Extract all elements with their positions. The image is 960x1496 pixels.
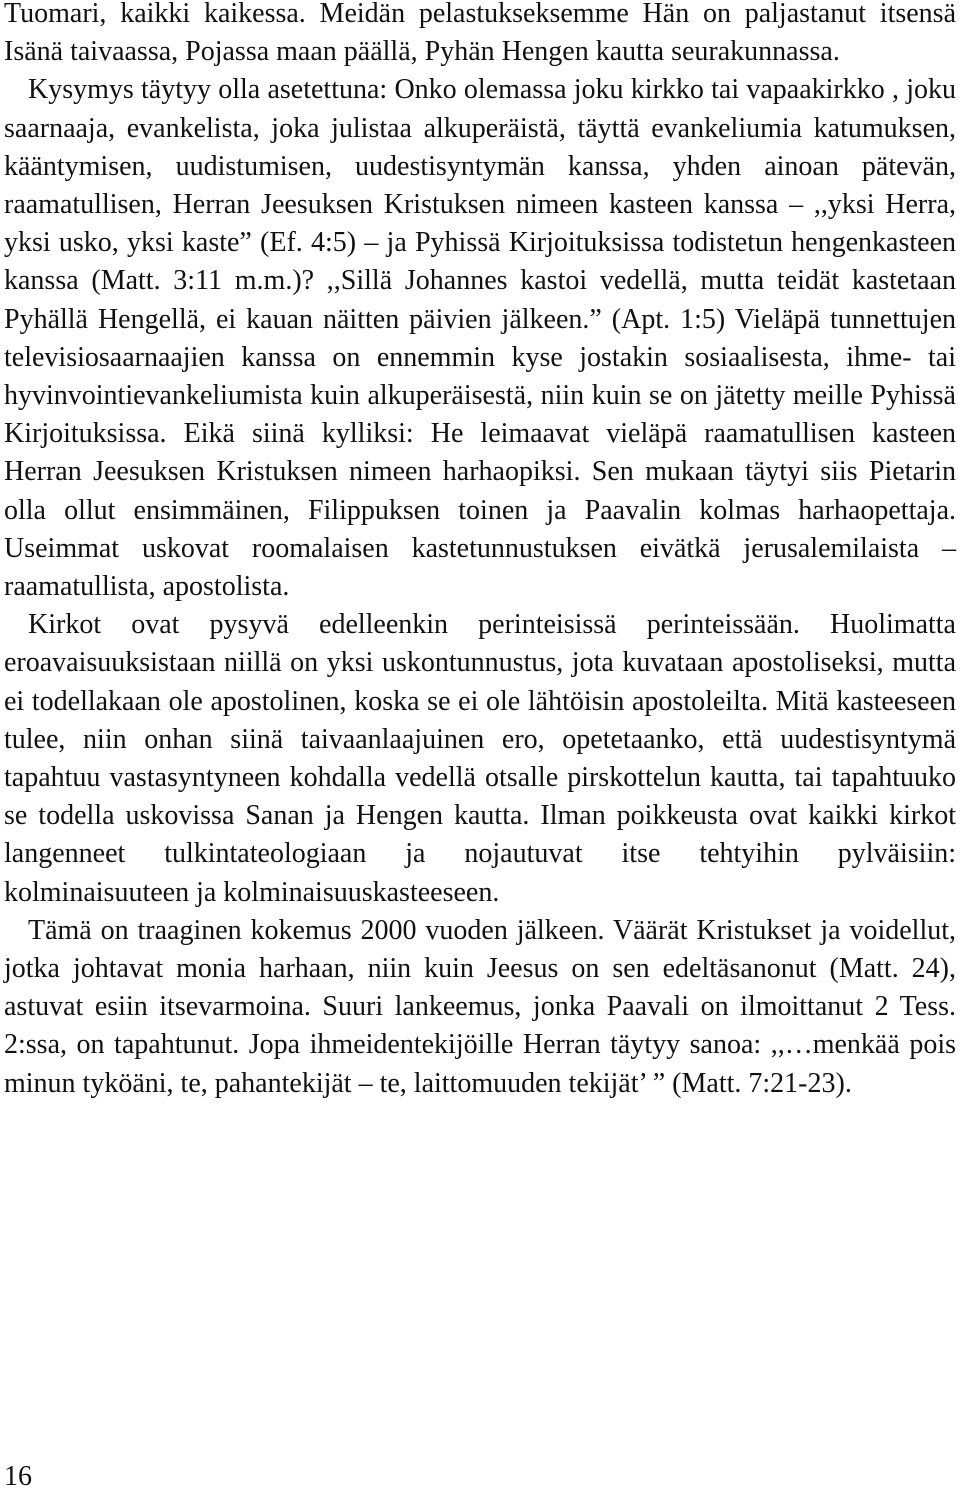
paragraph-kysymys: Kysymys täytyy olla asetettuna: Onko olemassa joku kirkko tai vapaakirkko , joku saarnaaja, evankelista, joka julistaa alkuperäistä, täyttä evankeliumia katumuksen, kääntymisen, uudistumisen, uudestisyntymän kanssa, yhden ainoan pätevän, raamatullisen, Herran Jeesuksen Kristuksen nimeen kasteen kanssa – ,,yksi Herra, yksi usko, yksi kaste” (Ef. 4:5) – ja Pyhissä Kirjoituksissa todistetun hengenkasteen kanssa (Matt. 3:11 m.m.)? ,,Sillä Johannes kastoi vedellä, mutta teidät kastetaan Pyhällä Hengellä, ei kauan näitten päivien jälkeen.” (Apt. 1:5) Vieläpä tunnettujen televisiosaarnaajien kanssa on ennemmin kyse jostakin sosiaalisesta, ihme- tai hyvinvointievankeliumista kuin alkuperäisestä, niin kuin se on jätetty meille Pyhissä Kirjoituksissa. Eikä siinä kylliksi: He leimaavat vieläpä raamatullisen kasteen Herran Jeesuksen Kristuksen nimeen harhaopiksi. Sen mukaan täytyi siis Pietarin olla ollut ensimmäinen, Filippuksen toinen ja Paavalin kolmas harhaopettaja. Useimmat uskovat roomalaisen kastetunnustuksen eivätkä jerusalemilaista – raamatullista, apostolista. <box>4 74 956 603</box>
paragraph-kirkot: Kirkot ovat pysyvä edelleenkin perinteisissä perinteissään. Huolimatta eroavaisuuksistaan niillä on yksi uskontunnustus, jota kuvataan apostoliseksi, mutta ei todellakaan ole apostolinen, koska se ei ole lähtöisin apostoleilta. Mitä kasteeseen tulee, niin onhan siinä taivaanlaajuinen ero, opetetaanko, että uudestisyntymä tapahtuu vastasyntyneen kohdalla vedellä otsalle pirskottelun kautta, tai tapahtuuko se todella uskovissa Sanan ja Hengen kautta. Ilman poikkeusta ovat kaikki kirkot langenneet tulkintateologiaan ja nojautuvat itse tehtyihin pylväisiin: kolminaisuuteen ja kolminaisuuskasteeseen. <box>4 609 956 908</box>
document-page <box>4 0 956 1496</box>
paragraph-traaginen: Tämä on traaginen kokemus 2000 vuoden jälkeen. Väärät Kristukset ja voidellut, jotka johtavat monia harhaan, niin kuin Jeesus on sen edeltäsanonut (Matt. 24), astuvat esiin itsevarmoina. Suuri lankeemus, jonka Paavali on ilmoittanut 2 Tess. 2:ssa, on tapahtunut. Jopa ihmeidentekijöille Herran täytyy sanoa: ,,…menkää pois minun tyköäni, te, pahantekijät – te, laittomuuden tekijät’ ” (Matt. 7:21-23). <box>4 914 956 1099</box>
body-text <box>4 0 956 1103</box>
paragraph-continuation: Tuomari, kaikki kaikessa. Meidän pelastukseksemme Hän on paljastanut itsensä Isänä taivaassa, Pojassa maan päällä, Pyhän Hengen kautta seurakunnassa. <box>4 0 956 68</box>
page-number: 16 <box>4 1461 32 1492</box>
